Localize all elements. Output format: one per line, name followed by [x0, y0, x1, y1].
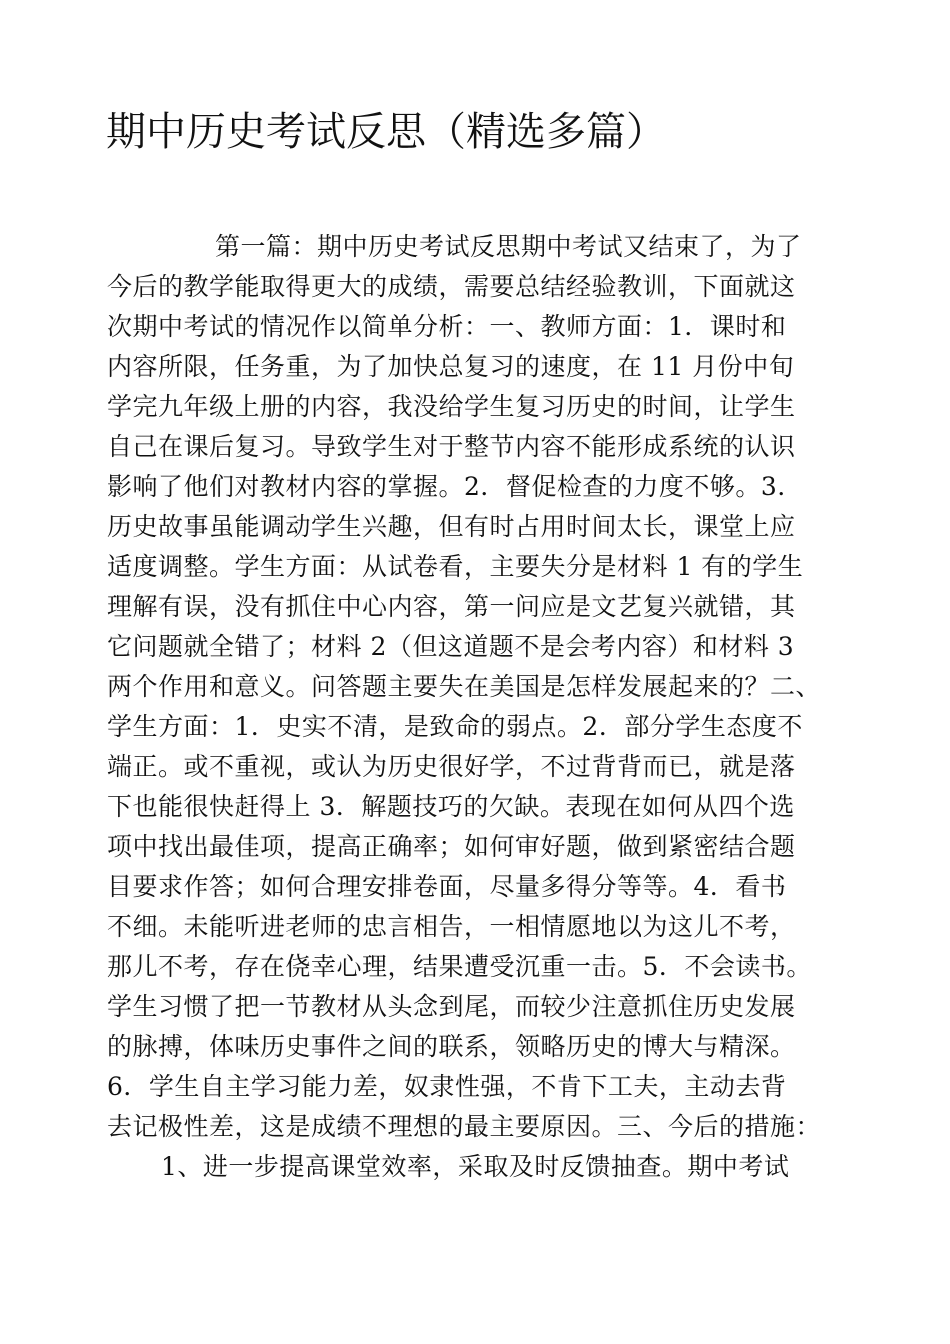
body-line: 端正。或不重视，或认为历史很好学，不过背背而已，就是落	[107, 752, 796, 781]
body-line: 它问题就全错了；材料 2（但这道题不是会考内容）和材料 3	[107, 632, 795, 661]
body-line: 1、进一步提高课堂效率，采取及时反馈抽查。期中考试	[161, 1152, 790, 1181]
body-line: 学完九年级上册的内容，我没给学生复习历史的时间，让学生	[107, 392, 796, 421]
body-line: 内容所限，任务重，为了加快总复习的速度，在 11 月份中旬	[107, 352, 795, 381]
body-line: 今后的教学能取得更大的成绩，需要总结经验教训，下面就这	[107, 272, 796, 301]
body-line: 不细。未能听进老师的忠言相告，一相情愿地以为这儿不考，	[107, 912, 796, 941]
body-line: 的脉搏，体味历史事件之间的联系，领略历史的博大与精深。	[107, 1032, 796, 1061]
body-line: 影响了他们对教材内容的掌握。2．督促检查的力度不够。3．	[107, 472, 803, 501]
body-line: 理解有误，没有抓住中心内容，第一问应是文艺复兴就错，其	[107, 592, 796, 621]
body-line: 目要求作答；如何合理安排卷面，尽量多得分等等。4．看书	[107, 872, 787, 901]
body-line: 次期中考试的情况作以简单分析：一、教师方面：1．课时和	[107, 312, 787, 341]
body-line: 第一篇：期中历史考试反思期中考试又结束了，为了	[215, 232, 802, 261]
body-line: 历史故事虽能调动学生兴趣，但有时占用时间太长，课堂上应	[107, 512, 796, 541]
body-line: 自己在课后复习。导致学生对于整节内容不能形成系统的认识	[107, 432, 796, 461]
document-title: 期中历史考试反思（精选多篇）	[106, 109, 666, 155]
body-line: 学生习惯了把一节教材从头念到尾，而较少注意抓住历史发展	[107, 992, 796, 1021]
body-line: 那儿不考，存在侥幸心理，结果遭受沉重一击。5．不会读书。	[107, 952, 812, 981]
body-line: 适度调整。学生方面：从试卷看，主要失分是材料 1 有的学生	[107, 552, 804, 581]
document-body	[107, 227, 847, 1187]
body-line: 6．学生自主学习能力差，奴隶性强，不肯下工夫，主动去背	[107, 1072, 787, 1101]
body-line: 下也能很快赶得上 3．解题技巧的欠缺。表现在如何从四个选	[107, 792, 795, 821]
body-line: 去记极性差，这是成绩不理想的最主要原因。三、今后的措施：	[107, 1112, 822, 1141]
body-line: 学生方面：1．史实不清，是致命的弱点。2．部分学生态度不	[107, 712, 803, 741]
body-line: 两个作用和意义。问答题主要失在美国是怎样发展起来的？二、	[107, 672, 822, 701]
body-line: 项中找出最佳项，提高正确率；如何审好题，做到紧密结合题	[107, 832, 796, 861]
